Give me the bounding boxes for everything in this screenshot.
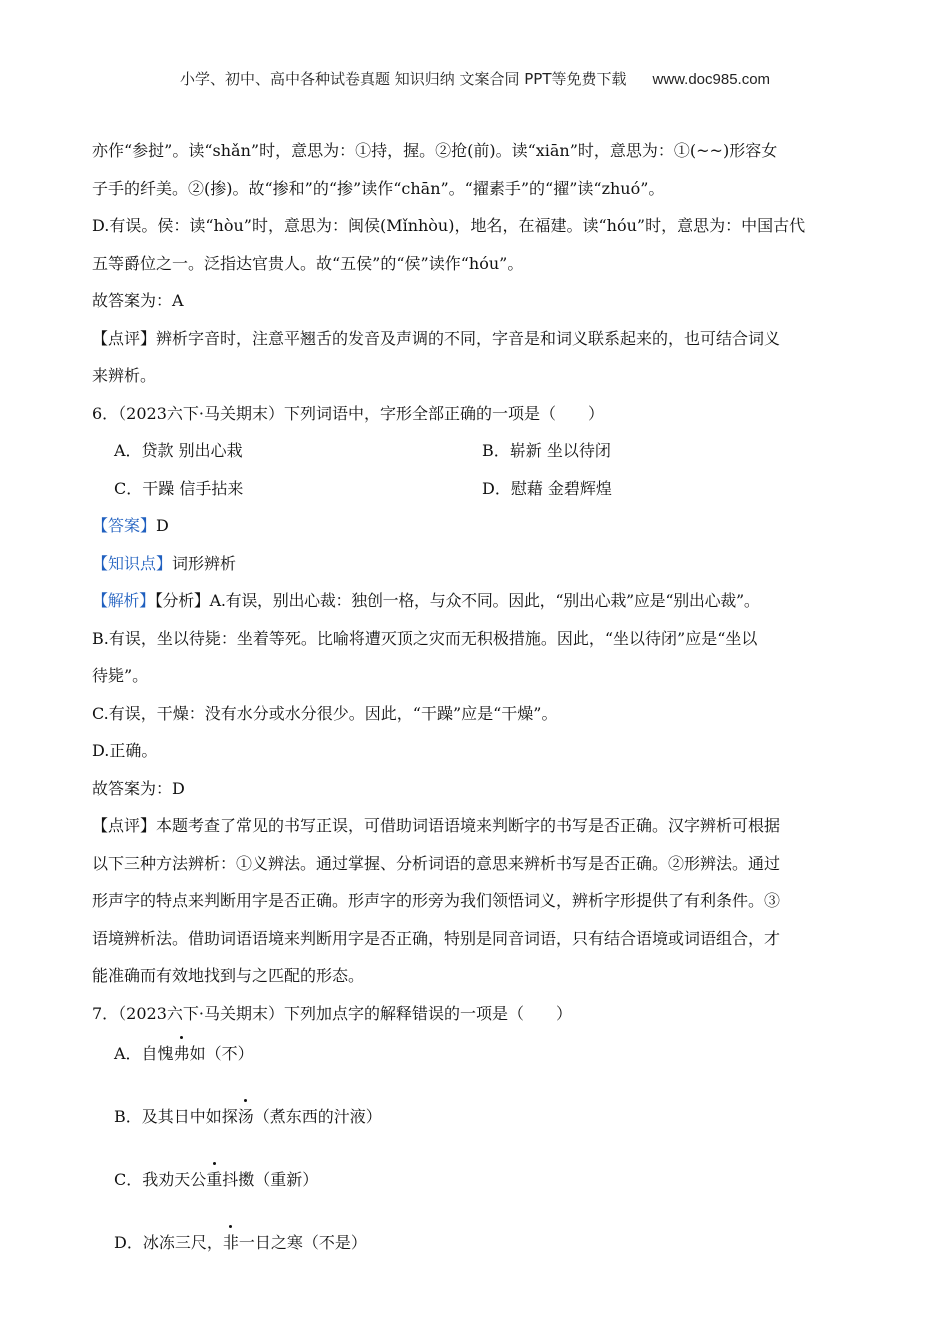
dotted-char: 非 — [223, 1221, 239, 1265]
prev-line-2: 子手的纤美。②(掺)。故“掺和”的“掺”读作“chān”。“擢素手”的“擢”读“zhuó”。 — [92, 178, 665, 198]
q7-stem: 7．（2023六下·马关期末）下列加点字的解释错误的一项是（ ） — [92, 1003, 572, 1023]
option-text: 一日之寒（不是） — [238, 1233, 367, 1252]
q6-answer — [92, 507, 872, 545]
q7-option-b — [92, 1095, 872, 1158]
comment-tag: 【点评】 — [92, 816, 157, 835]
option-text: （煮东西的汁液） — [253, 1107, 382, 1126]
prev-line-4: 五等爵位之一。泛指达官贵人。故“五侯”的“侯”读作“hóu”。 — [92, 253, 524, 273]
q6-stem: 6．（2023六下·马关期末）下列词语中，字形全部正确的一项是（ ） — [92, 403, 604, 423]
q6-options-row-1 — [92, 432, 872, 470]
analysis-tag: 【解析】 — [92, 591, 155, 610]
q6-comment-3: 形声字的特点来判断用字是否正确。形声字的形旁为我们领悟词义，辨析字形提供了有利条件。③ — [92, 891, 781, 910]
dotted-char: 重 — [206, 1158, 222, 1202]
q6-option-a: A．贷款 别出心栽 — [114, 441, 243, 460]
header-site-link[interactable]: www.doc985.com — [652, 71, 771, 88]
prev-comment-cont: 来辨析。 — [92, 366, 157, 385]
q7-option-a — [92, 1032, 872, 1095]
q6-comment-5: 能准确而有效地找到与之匹配的形态。 — [92, 966, 365, 985]
q6-analysis-4: C.有误，干燥：没有水分或水分很少。因此，“干躁”应是“干燥”。 — [92, 703, 558, 723]
knowledge-tag: 【知识点】 — [92, 553, 173, 573]
q6-analysis-1 — [92, 582, 872, 620]
comment-tag: 【点评】 — [92, 328, 157, 348]
prev-line-3: D.有误。侯：读“hòu”时，意思为：闽侯(Mǐnhòu)，地名，在福建。读“hóu”时，意思为：中国古代 — [92, 216, 806, 235]
dotted-char: 汤 — [238, 1095, 254, 1139]
answer-value: D — [156, 516, 169, 535]
q6-comment-1 — [92, 807, 872, 845]
q7-option-c — [92, 1158, 872, 1221]
document-body — [92, 132, 872, 1284]
q7-option-d — [92, 1221, 872, 1284]
q6-analysis-3: 待毙”。 — [92, 666, 149, 685]
header-title: 小学、初中、高中各种试卷真题 知识归纳 文案合同 PPT等免费下载 — [179, 70, 627, 88]
q6-option-c: C．干躁 信手拈来 — [114, 478, 244, 498]
analysis-text: 【分析】A.有误，别出心裁：独创一格，与众不同。因此，“别出心栽”应是“别出心裁”。 — [154, 591, 760, 610]
q6-comment-2: 以下三种方法辨析：①义辨法。通过掌握、分析词语的意思来辨析书写是否正确。②形辨法。通过 — [92, 853, 781, 873]
comment-text: 本题考查了常见的书写正误，可借助词语语境来判断字的书写是否正确。汉字辨析可根据 — [156, 816, 781, 835]
prev-answer: 故答案为：A — [92, 291, 184, 310]
option-text: C．我劝天公 — [114, 1170, 207, 1189]
answer-tag: 【答案】 — [92, 516, 157, 535]
q6-options-row-2 — [92, 470, 872, 508]
option-text: 如（不） — [189, 1044, 254, 1063]
q6-comment-4: 语境辨析法。借助词语语境来判断用字是否正确，特别是同音词语，只有结合语境或词语组合，才 — [92, 928, 781, 948]
option-text: A．自愧 — [114, 1044, 174, 1063]
q6-analysis-5: D.正确。 — [92, 741, 158, 760]
dotted-char: 弗 — [174, 1032, 190, 1076]
option-text: B．及其日中如探 — [114, 1107, 238, 1126]
prev-line-1: 亦作“参挝”。读“shǎn”时，意思为：①持，握。②抢(前)。读“xiān”时，意思为：①(~~)形容女 — [92, 141, 778, 160]
q6-option-d: D．慰藉 金碧辉煌 — [482, 478, 612, 498]
knowledge-value: 词形辨析 — [172, 553, 237, 573]
q6-analysis-2: B.有误，坐以待毙：坐着等死。比喻将遭灭顶之灾而无积极措施。因此，“坐以待闭”应是“坐以 — [92, 628, 758, 648]
option-text: 抖擞（重新） — [222, 1170, 319, 1189]
page-header — [0, 68, 950, 89]
option-text: D．冰冻三尺， — [114, 1233, 223, 1252]
prev-comment — [92, 320, 872, 358]
q6-knowledge — [92, 545, 872, 583]
q6-option-b: B．崭新 坐以待闭 — [482, 441, 611, 460]
comment-text: 辨析字音时，注意平翘舌的发音及声调的不同，字音是和词义联系起来的，也可结合词义 — [156, 328, 781, 348]
q6-analysis-6: 故答案为：D — [92, 778, 185, 798]
